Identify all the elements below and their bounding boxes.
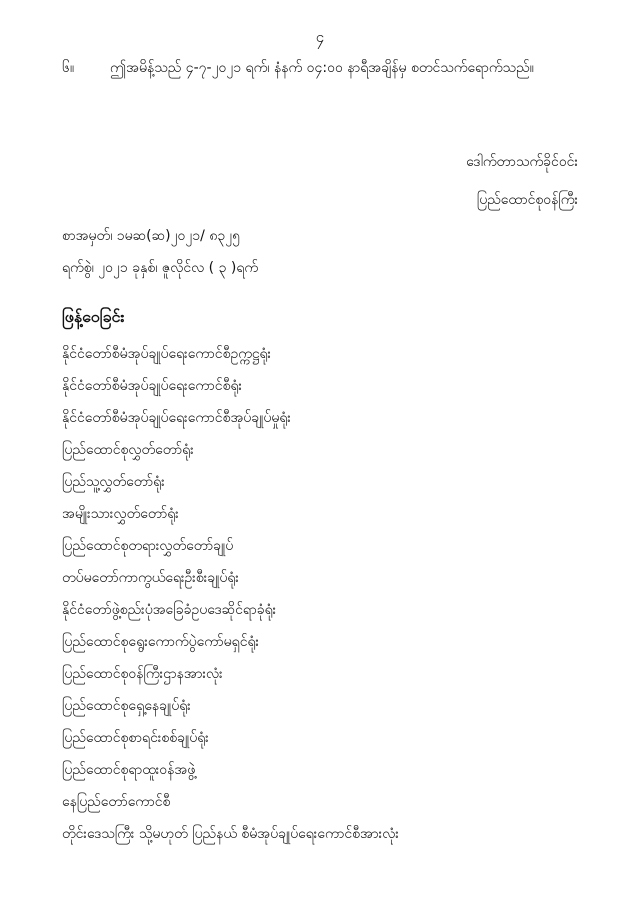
distribution-item: နိုင်ငံတော်စီမံအုပ်ချုပ်ရေးကောင်စီအုပ်ချုပ်မှုရုံး <box>62 410 291 426</box>
distribution-item: ပြည်ထောင်စုတရားလွှတ်တော်ချုပ် <box>62 538 234 554</box>
order-paragraph <box>62 58 600 79</box>
distribution-item: ပြည်ထောင်စုရှေ့နေချုပ်ရုံး <box>62 698 191 714</box>
distribution-item: နိုင်ငံတော်ဖွဲ့စည်းပုံအခြေခံဥပဒေဆိုင်ရာခုံရုံး <box>62 602 277 618</box>
distribution-list <box>62 342 399 854</box>
distribution-item: ပြည်ထောင်စုစာရင်းစစ်ချုပ်ရုံး <box>62 730 209 746</box>
distribution-item: နိုင်ငံတော်စီမံအုပ်ချုပ်ရေးကောင်စီရုံး <box>62 378 243 394</box>
distribution-item: ပြည်သူ့လွှတ်တော်ရုံး <box>62 474 165 490</box>
signatory-name: ဒေါက်တာသက်ခိုင်ဝင်း <box>466 154 578 170</box>
letter-number: စာအမှတ်၊ ၁မဆ(ဆ)၂၀၂၁/ ၈၃၂၅ <box>62 228 240 244</box>
distribution-item: ပြည်ထောင်စုဝန်ကြီးဌာနအားလုံး <box>62 666 223 682</box>
distribution-heading: ဖြန့်ဝေခြင်း <box>62 307 125 326</box>
paragraph-text: ဤအမိန့်သည် ၄-၇-၂၀၂၁ ရက်၊ နံနက် ၀၄:၀၀ နာရီအချိန်မှ စတင်သက်ရောက်သည်။ <box>110 60 534 76</box>
distribution-item: ပြည်ထောင်စုလွှတ်တော်ရုံး <box>62 442 194 458</box>
distribution-item: တပ်မတော်ကာကွယ်ရေးဦးစီးချုပ်ရုံး <box>62 570 239 586</box>
distribution-item: နိုင်ငံတော်စီမံအုပ်ချုပ်ရေးကောင်စီဥက္ကဋ္ဌရုံး <box>62 346 272 362</box>
distribution-item: တိုင်းဒေသကြီး သို့မဟုတ် ပြည်နယ် စီမံအုပ်ချုပ်ရေးကောင်စီအားလုံး <box>62 826 399 842</box>
signatory-title: ပြည်ထောင်စုဝန်ကြီး <box>476 192 578 208</box>
page-number: ၄ <box>315 28 325 46</box>
paragraph-number: ၆။ <box>62 60 75 76</box>
letter-date: ရက်စွဲ၊ ၂၀၂၁ ခုနှစ်၊ ဇူလိုင်လ ( ၃ )ရက် <box>62 260 259 276</box>
distribution-item: အမျိုးသားလွှတ်တော်ရုံး <box>62 506 179 522</box>
distribution-item: နေပြည်တော်ကောင်စီ <box>62 794 171 810</box>
distribution-item: ပြည်ထောင်စုရာထူးဝန်အဖွဲ့ <box>62 762 196 778</box>
distribution-item: ပြည်ထောင်စုရွေးကောက်ပွဲကော်မရှင်ရုံး <box>62 634 260 650</box>
